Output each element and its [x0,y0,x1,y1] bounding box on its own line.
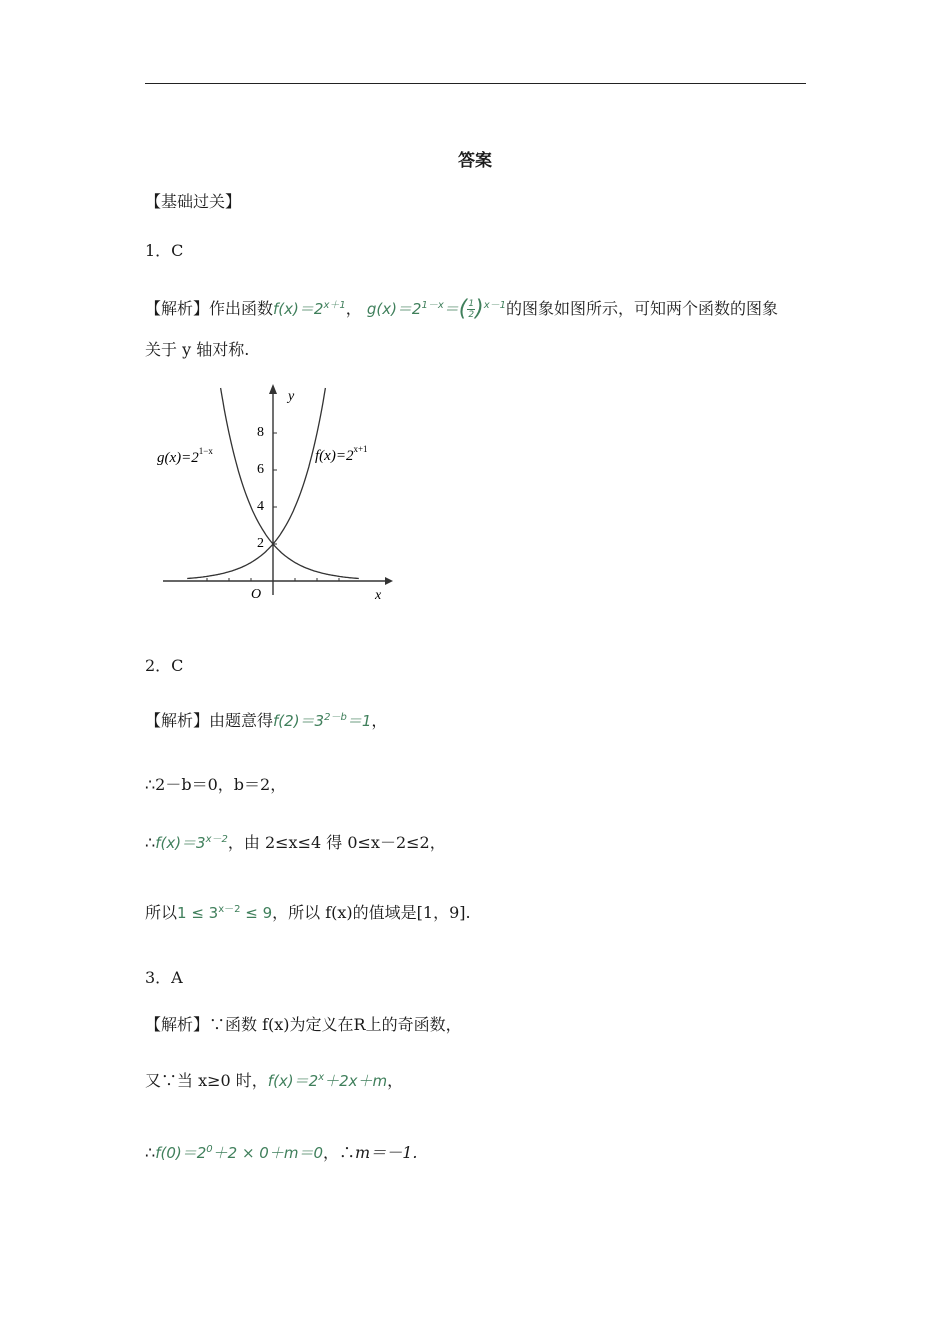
x-axis-label: x [375,588,382,603]
q3-formula2: $f(x)=2^x+2x+m$ [267,1072,388,1090]
q1-text-after: 的图象如图所示，可知两个函数的图象 [505,299,778,318]
q2-line2: ∴2－b＝0，b＝2， [145,775,287,794]
y-axis-arrow [269,384,277,394]
origin-label: O [251,587,262,602]
q2-formula3: $f(x)=3^{x-2}$ [155,834,228,852]
exponential-graph [145,380,395,610]
y-axis-label: y [288,389,295,404]
q3-label: 【解析】 [145,1015,210,1034]
g-curve [221,388,359,579]
page-title: 答案 [458,151,492,171]
q1-comma: ， [345,299,362,318]
q2-line3: $\therefore f(x)=3^{x-2}$，由 2≤x≤4 得 0≤x－2≤2， [145,833,446,852]
q1-line2: 关于 y 轴对称. [145,340,250,359]
header-rule [145,83,806,84]
q2-formula1: $f(2)=3^{2-b}=1$ [273,712,372,730]
y-tick-label: 8 [257,425,264,440]
y-tick-label: 6 [257,462,264,477]
q2-comma: ， [371,711,388,730]
q1-explanation [145,296,778,320]
q2-line4: 所以$1 \le 3^{x-2} \le 9$，所以 f(x)的值域是[1，9]. [145,903,471,922]
q1-text-before: 作出函数 [209,299,274,318]
q1-f-formula: $f(x)=2^{x+1}$ [273,300,346,318]
q3-line2: 又∵当 x≥0 时，$f(x)=2^x+2x+m$， [145,1071,404,1090]
section-heading: 【基础过关】 [145,192,242,211]
q3-answer: 3．A [145,968,183,987]
g-curve-label: $g(x)=2^{1-x}$ [157,446,213,466]
q1-label: 【解析】 [145,299,210,318]
q2-text1: 由题意得 [209,711,274,730]
q1-answer: 1．C [145,241,184,260]
q3-line3: $\therefore f(0)=2^0+2 \times 0+m=0$，∴m＝－1. [145,1143,418,1162]
q2-answer: 2．C [145,656,184,675]
q2-label: 【解析】 [145,711,210,730]
q3-line1: 【解析】∵函数 f(x)为定义在R上的奇函数， [145,1015,462,1034]
f-curve-label: $f(x)=2^{x+1}$ [315,444,368,464]
q2-formula4: $1 \le 3^{x-2} \le 9$ [177,904,273,922]
x-axis-arrow [385,577,393,585]
q2-line1 [145,708,387,731]
y-tick-label: 2 [257,536,264,551]
q1-g-formula: $g(x)=2^{1-x}=$( $\frac{1}{2}$ )$^{x-1}$ [366,296,506,322]
q3-formula3: $f(0)=2^0+2 \times 0+m=0$ [155,1144,323,1162]
y-tick-label: 4 [257,499,264,514]
